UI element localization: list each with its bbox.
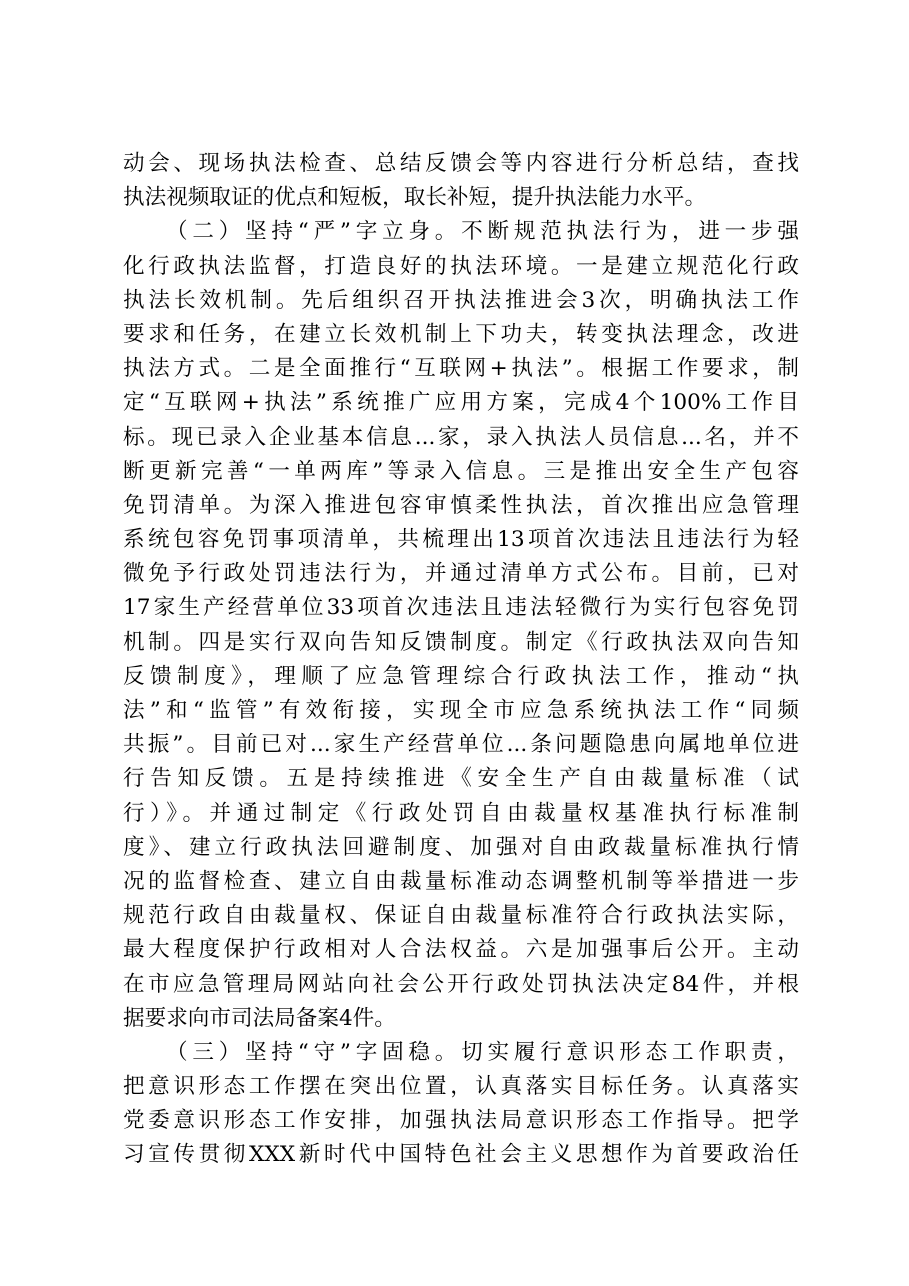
text-line: 化行政执法监督，打造良好的执法环境。一是建立规范化行政 bbox=[123, 253, 799, 279]
text-line: 度》、建立行政执法回避制度、加强对自由政裁量标准执行情 bbox=[123, 834, 799, 860]
text-line: 断更新完善“一单两库”等录入信息。三是推出安全生产包容 bbox=[123, 458, 799, 484]
text-line: 动会、现场执法检查、总结反馈会等内容进行分析总结，查找 bbox=[123, 151, 799, 176]
text-line: 行告知反馈。五是持续推进《安全生产自由裁量标准（试 bbox=[123, 766, 799, 792]
text-line: 要求和任务，在建立长效机制上下功夫，转变执法理念，改进 bbox=[123, 321, 799, 347]
text-line: 党委意识形态工作安排，加强执法局意识形态工作指导。把学 bbox=[123, 1108, 799, 1134]
text-line: 免罚清单。为深入推进包容审慎柔性执法，首次推出应急管理 bbox=[123, 492, 799, 518]
section-heading-line: （二）坚持“严”字立身。不断规范执法行为，进一步强 bbox=[166, 219, 799, 245]
text-line: 共振”。目前已对...家生产经营单位...条问题隐患向属地单位进 bbox=[123, 732, 799, 758]
text-line: 执法长效机制。先后组织召开执法推进会3次，明确执法工作 bbox=[123, 287, 799, 313]
text-line: 在市应急管理局网站向社会公开行政处罚执法决定84件，并根 bbox=[123, 971, 799, 997]
text-line: 规范行政自由裁量权、保证自由裁量标准符合行政执法实际， bbox=[123, 903, 799, 929]
text-line: 机制。四是实行双向告知反馈制度。制定《行政执法双向告知 bbox=[123, 629, 799, 655]
text-line: 标。现已录入企业基本信息...家，录入执法人员信息...名，并不 bbox=[123, 424, 799, 450]
text-line: 把意识形态工作摆在突出位置，认真落实目标任务。认真落实 bbox=[123, 1074, 799, 1100]
text-line: 最大程度保护行政相对人合法权益。六是加强事后公开。主动 bbox=[123, 937, 799, 963]
text-line: 据要求向市司法局备案4件。 bbox=[123, 1005, 396, 1031]
text-line: 执法方式。二是全面推行“互联网+执法”。根据工作要求，制 bbox=[123, 356, 799, 382]
document-body bbox=[123, 147, 799, 1173]
text-line: 定“互联网+执法”系统推广应用方案，完成4个100%工作目 bbox=[123, 390, 799, 416]
section-heading-line: （三）坚持“守”字固稳。切实履行意识形态工作职责， bbox=[166, 1039, 799, 1065]
text-line: 执法视频取证的优点和短板，取长补短，提升执法能力水平。 bbox=[123, 185, 707, 211]
text-line: 况的监督检查、建立自由裁量标准动态调整机制等举措进一步 bbox=[123, 868, 799, 894]
text-line: 反馈制度》，理顺了应急管理综合行政执法工作，推动“执 bbox=[123, 663, 799, 689]
text-line: 17家生产经营单位33项首次违法且违法轻微行为实行包容免罚 bbox=[123, 595, 799, 621]
text-line: 习宣传贯彻XXX新时代中国特色社会主义思想作为首要政治任 bbox=[123, 1142, 799, 1168]
text-line: 法”和“监管”有效衔接，实现全市应急系统执法工作“同频 bbox=[123, 698, 799, 723]
text-line: 微免予行政处罚违法行为，并通过清单方式公布。目前，已对 bbox=[123, 561, 799, 587]
text-line: 系统包容免罚事项清单，共梳理出13项首次违法且违法行为轻 bbox=[123, 527, 799, 553]
text-line: 行）》。并通过制定《行政处罚自由裁量权基准执行标准制 bbox=[123, 800, 799, 826]
